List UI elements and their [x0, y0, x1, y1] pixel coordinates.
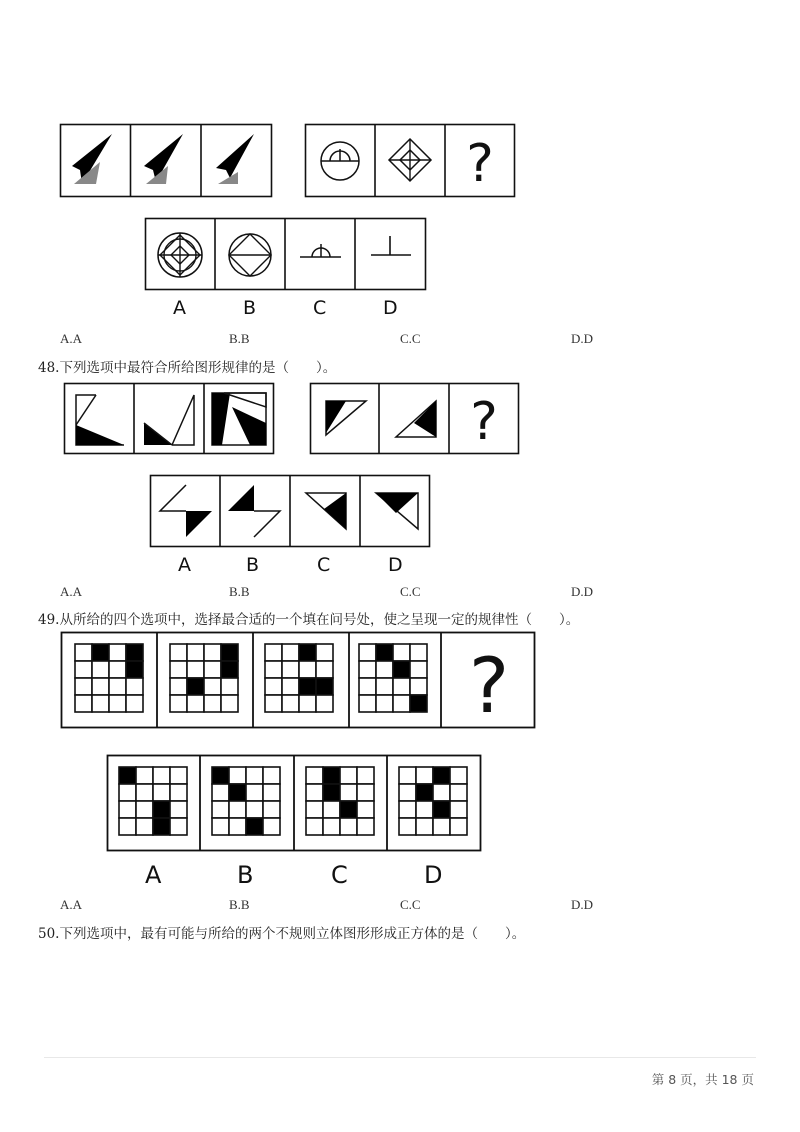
grid-cell: [376, 695, 393, 712]
grid-cell: [187, 695, 204, 712]
grid-cell: [229, 818, 246, 835]
grid-cell: [357, 767, 374, 784]
grid-cell: [92, 661, 109, 678]
grid-cell: [119, 818, 136, 835]
grid-cell: [265, 695, 282, 712]
grid-cell: [263, 767, 280, 784]
q48-option-d[interactable]: D.D: [571, 584, 594, 599]
q49-option-a[interactable]: A.A: [60, 897, 83, 912]
grid-cell: [265, 661, 282, 678]
grid-cell: [265, 678, 282, 695]
grid-cell: [306, 801, 323, 818]
grid-cell: [416, 818, 433, 835]
grid-cell: [170, 784, 187, 801]
grid-cell: [410, 695, 427, 712]
q49-question-mark: ?: [468, 641, 510, 730]
grid-cell: [263, 818, 280, 835]
grid-cell: [416, 767, 433, 784]
q47-option-b[interactable]: B.B: [229, 331, 250, 346]
q50-title: 50.下列选项中，最有可能与所给的两个不规则立体图形形成正方体的是（ ）。: [38, 926, 526, 942]
page-number: 第 8 页，共 18 页: [651, 1072, 754, 1087]
grid-cell: [399, 767, 416, 784]
q47-option-a[interactable]: A.A: [60, 331, 83, 346]
grid-cell: [316, 695, 333, 712]
grid-cell: [433, 767, 450, 784]
q48-option-c[interactable]: C.C: [400, 584, 421, 599]
grid-cell: [204, 678, 221, 695]
grid-cell: [170, 818, 187, 835]
grid-cell: [126, 678, 143, 695]
grid-cell: [450, 784, 467, 801]
grid-cell: [340, 784, 357, 801]
q49-stem-figure: [61, 632, 535, 728]
grid-cell: [359, 644, 376, 661]
grid-cell: [109, 695, 126, 712]
grid-cell: [187, 678, 204, 695]
grid-cell: [450, 801, 467, 818]
grid-cell: [393, 695, 410, 712]
q49-title: 49.从所给的四个选项中，选择最合适的一个填在问号处，使之呈现一定的规律性（ ）。: [38, 612, 580, 628]
grid-cell: [410, 644, 427, 661]
q47-options-figure: [145, 218, 426, 290]
grid-cell: [136, 784, 153, 801]
grid-cell: [323, 818, 340, 835]
grid-cell: [136, 818, 153, 835]
grid-cell: [376, 661, 393, 678]
grid-cell: [119, 784, 136, 801]
q49-stem-grid-4: [359, 644, 427, 712]
grid-cell: [299, 695, 316, 712]
grid-cell: [126, 695, 143, 712]
grid-cell: [170, 661, 187, 678]
grid-cell: [136, 767, 153, 784]
grid-cell: [246, 784, 263, 801]
grid-cell: [410, 678, 427, 695]
grid-cell: [416, 801, 433, 818]
grid-cell: [246, 767, 263, 784]
grid-cell: [306, 767, 323, 784]
grid-cell: [229, 801, 246, 818]
grid-cell: [221, 695, 238, 712]
q49-option-d[interactable]: D.D: [571, 897, 594, 912]
grid-cell: [263, 801, 280, 818]
grid-cell: [399, 784, 416, 801]
q49-letter-a: A: [145, 861, 162, 889]
grid-cell: [212, 767, 229, 784]
grid-cell: [170, 801, 187, 818]
grid-cell: [153, 818, 170, 835]
q49-options-figure: [107, 755, 481, 851]
grid-cell: [187, 644, 204, 661]
grid-cell: [170, 695, 187, 712]
grid-cell: [229, 784, 246, 801]
grid-cell: [282, 644, 299, 661]
grid-cell: [299, 644, 316, 661]
grid-cell: [282, 678, 299, 695]
grid-cell: [323, 767, 340, 784]
q48-option-b[interactable]: B.B: [229, 584, 250, 599]
grid-cell: [187, 661, 204, 678]
q48-letter-b: B: [246, 554, 260, 576]
footer-divider: [44, 1057, 756, 1058]
q47-letter-c: C: [313, 297, 327, 319]
grid-cell: [399, 818, 416, 835]
grid-cell: [204, 695, 221, 712]
grid-cell: [221, 661, 238, 678]
grid-cell: [359, 661, 376, 678]
grid-cell: [393, 661, 410, 678]
grid-cell: [263, 784, 280, 801]
q47-option-d[interactable]: D.D: [571, 331, 594, 346]
grid-cell: [153, 784, 170, 801]
q48-letter-d: D: [388, 554, 403, 576]
grid-cell: [126, 661, 143, 678]
grid-cell: [376, 644, 393, 661]
grid-cell: [153, 767, 170, 784]
grid-cell: [340, 801, 357, 818]
grid-cell: [316, 644, 333, 661]
grid-cell: [340, 818, 357, 835]
q49-letter-b: B: [237, 861, 254, 889]
grid-cell: [212, 801, 229, 818]
q47-question-mark: ?: [466, 134, 494, 194]
grid-cell: [393, 678, 410, 695]
grid-cell: [299, 661, 316, 678]
grid-cell: [75, 661, 92, 678]
q48-letter-c: C: [317, 554, 331, 576]
grid-cell: [359, 695, 376, 712]
grid-cell: [359, 678, 376, 695]
q48-option-a[interactable]: A.A: [60, 584, 83, 599]
grid-cell: [212, 784, 229, 801]
grid-cell: [433, 818, 450, 835]
grid-cell: [450, 818, 467, 835]
q49-option-b[interactable]: B.B: [229, 897, 250, 912]
grid-cell: [126, 644, 143, 661]
grid-cell: [357, 801, 374, 818]
grid-cell: [204, 661, 221, 678]
q49-letter-d: D: [424, 861, 443, 889]
grid-cell: [246, 801, 263, 818]
q49-stem-grid-3: [265, 644, 333, 712]
grid-cell: [323, 784, 340, 801]
q49-stem-grid-2: [170, 644, 238, 712]
grid-cell: [357, 784, 374, 801]
q47-letter-b: B: [243, 297, 257, 319]
grid-cell: [109, 661, 126, 678]
q47-option-c[interactable]: C.C: [400, 331, 421, 346]
q49-option-grid-b: [212, 767, 280, 835]
grid-cell: [229, 767, 246, 784]
grid-cell: [433, 801, 450, 818]
grid-cell: [109, 678, 126, 695]
grid-cell: [299, 678, 316, 695]
grid-cell: [75, 695, 92, 712]
grid-cell: [433, 784, 450, 801]
grid-cell: [376, 678, 393, 695]
grid-cell: [75, 644, 92, 661]
grid-cell: [323, 801, 340, 818]
q49-letter-c: C: [331, 861, 348, 889]
grid-cell: [92, 695, 109, 712]
q47-stem-right: [305, 124, 515, 197]
grid-cell: [416, 784, 433, 801]
grid-cell: [212, 818, 229, 835]
grid-cell: [92, 644, 109, 661]
grid-cell: [410, 661, 427, 678]
q48-title: 48.下列选项中最符合所给图形规律的是（ ）。: [38, 360, 337, 376]
q48-stem-left: [64, 383, 274, 454]
grid-cell: [136, 801, 153, 818]
q48-question-mark: ?: [470, 392, 498, 452]
q47-stem-left: [60, 124, 272, 197]
q49-stem-grid-1: [75, 644, 143, 712]
grid-cell: [119, 801, 136, 818]
q48-letter-a: A: [178, 554, 191, 576]
grid-cell: [316, 678, 333, 695]
grid-cell: [75, 678, 92, 695]
grid-cell: [170, 767, 187, 784]
q49-option-grid-c: [306, 767, 374, 835]
grid-cell: [282, 661, 299, 678]
grid-cell: [306, 784, 323, 801]
grid-cell: [282, 695, 299, 712]
q47-letter-d: D: [383, 297, 398, 319]
grid-cell: [399, 801, 416, 818]
q47-letter-a: A: [173, 297, 186, 319]
q49-option-grid-d: [399, 767, 467, 835]
grid-cell: [246, 818, 263, 835]
grid-cell: [119, 767, 136, 784]
grid-cell: [357, 818, 374, 835]
grid-cell: [153, 801, 170, 818]
q49-option-grid-a: [119, 767, 187, 835]
grid-cell: [170, 678, 187, 695]
grid-cell: [92, 678, 109, 695]
grid-cell: [306, 818, 323, 835]
grid-cell: [170, 644, 187, 661]
grid-cell: [204, 644, 221, 661]
grid-cell: [221, 678, 238, 695]
grid-cell: [450, 767, 467, 784]
grid-cell: [265, 644, 282, 661]
grid-cell: [109, 644, 126, 661]
q48-stem-right: [310, 383, 519, 454]
grid-cell: [221, 644, 238, 661]
grid-cell: [316, 661, 333, 678]
q48-options-figure: [150, 475, 430, 547]
grid-cell: [393, 644, 410, 661]
grid-cell: [340, 767, 357, 784]
q49-option-c[interactable]: C.C: [400, 897, 421, 912]
